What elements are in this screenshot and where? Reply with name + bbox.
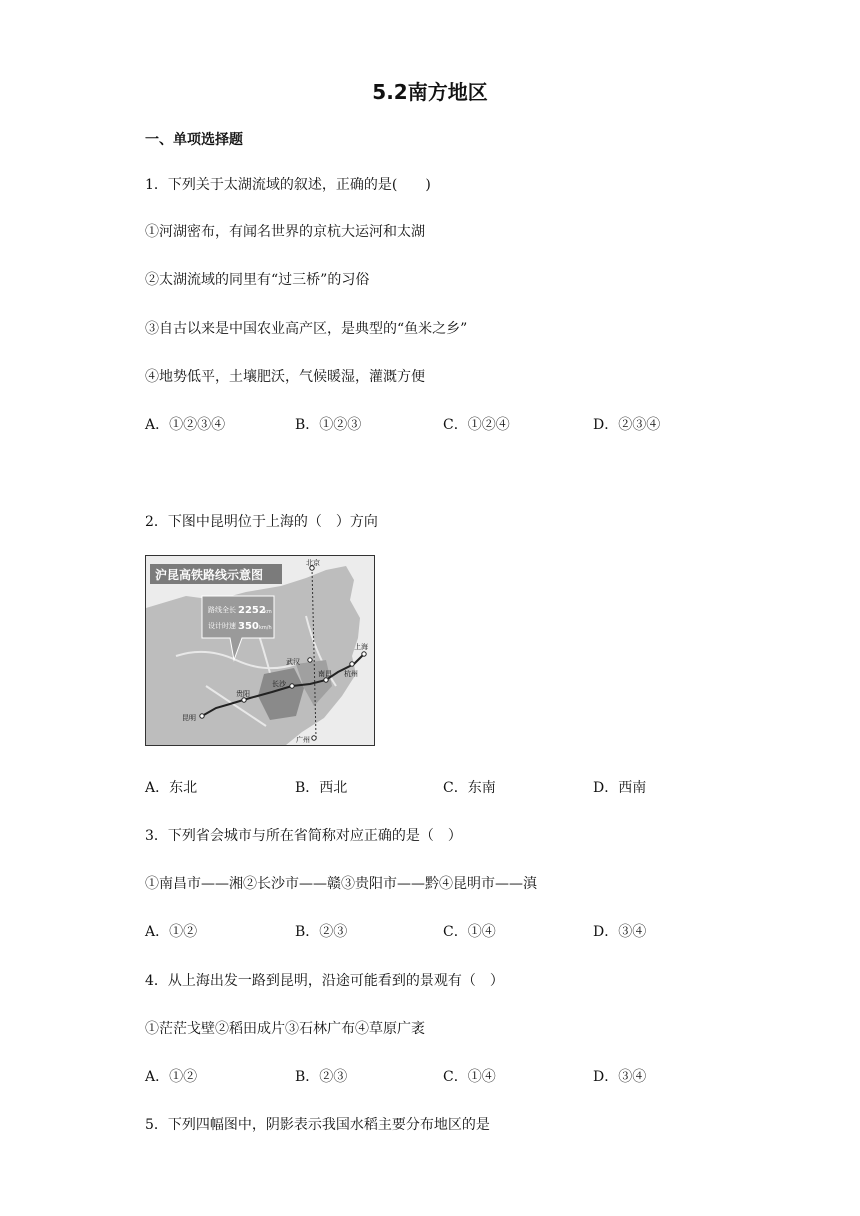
question-2-option-b: B．西北 — [295, 780, 348, 796]
question-4-stem: 4．从上海出发一路到昆明，沿途可能看到的景观有（ ） — [145, 973, 504, 989]
city-dot-kunming — [200, 714, 204, 718]
city-label-kunming: 昆明 — [182, 714, 196, 722]
city-label-guiyang: 贵阳 — [236, 690, 250, 698]
city-label-shanghai: 上海 — [354, 643, 368, 651]
city-label-wuhan: 武汉 — [286, 658, 300, 666]
length-unit: km — [264, 609, 272, 615]
city-dot-changsha — [290, 684, 294, 688]
question-3-option-d: D．③④ — [593, 924, 647, 940]
question-1-statement-2: ②太湖流域的同里有“过三桥”的习俗 — [145, 272, 370, 288]
map-title: 沪昆高铁路线示意图 — [155, 568, 264, 582]
city-label-beijing: 北京 — [306, 559, 320, 567]
city-dot-guangzhou — [312, 736, 316, 740]
question-4-option-c: C．①④ — [443, 1069, 496, 1085]
city-dot-guiyang — [242, 698, 246, 702]
question-1-statement-1: ①河湖密布，有闻名世界的京杭大运河和太湖 — [145, 224, 425, 240]
city-dot-hangzhou — [350, 662, 354, 666]
question-3-option-a: A．①② — [145, 924, 198, 940]
question-2-option-a: A．东北 — [145, 780, 198, 796]
speed-unit: km/h — [259, 625, 272, 631]
question-5-stem: 5．下列四幅图中，阴影表示我国水稻主要分布地区的是 — [145, 1117, 490, 1133]
question-4-option-b: B．②③ — [295, 1069, 348, 1085]
length-value: 2252 — [238, 605, 266, 616]
city-dot-nanchang — [324, 678, 328, 682]
city-dot-shanghai — [362, 652, 366, 656]
question-1-stem: 1．下列关于太湖流域的叙述，正确的是( ) — [145, 177, 431, 193]
question-1-statement-3: ③自古以来是中国农业高产区，是典型的“鱼米之乡” — [145, 321, 468, 337]
length-label: 路线全长 — [208, 606, 236, 614]
question-1-statement-4: ④地势低平，土壤肥沃，气候暖湿，灌溉方便 — [145, 369, 425, 385]
question-3-stem: 3．下列省会城市与所在省简称对应正确的是（ ） — [145, 828, 462, 844]
page-title: 5.2南方地区 — [372, 80, 488, 104]
speed-value: 350 — [238, 621, 259, 632]
question-2-option-d: D．西南 — [593, 780, 647, 796]
question-2-stem: 2．下图中昆明位于上海的（ ）方向 — [145, 514, 378, 530]
question-3-option-c: C．①④ — [443, 924, 496, 940]
question-1-option-b: B．①②③ — [295, 417, 362, 433]
railway-map — [145, 555, 375, 746]
question-3-option-b: B．②③ — [295, 924, 348, 940]
question-1-option-d: D．②③④ — [593, 417, 661, 433]
question-2-option-c: C．东南 — [443, 780, 496, 796]
city-label-hangzhou: 杭州 — [344, 670, 358, 678]
city-label-changsha: 长沙 — [272, 680, 286, 688]
question-3-statement: ①南昌市——湘②长沙市——赣③贵阳市——黔④昆明市——滇 — [145, 876, 537, 892]
question-4-option-d: D．③④ — [593, 1069, 647, 1085]
city-label-guangzhou: 广州 — [296, 736, 310, 744]
speed-label: 设计时速 — [208, 622, 236, 630]
question-1-option-c: C．①②④ — [443, 417, 510, 433]
question-4-statement: ①茫茫戈壁②稻田成片③石林广布④草原广袤 — [145, 1021, 425, 1037]
section-heading: 一、单项选择题 — [145, 132, 243, 148]
city-label-nanchang: 南昌 — [318, 670, 332, 678]
city-dot-wuhan — [308, 658, 312, 662]
question-4-option-a: A．①② — [145, 1069, 198, 1085]
question-1-option-a: A．①②③④ — [145, 417, 226, 433]
